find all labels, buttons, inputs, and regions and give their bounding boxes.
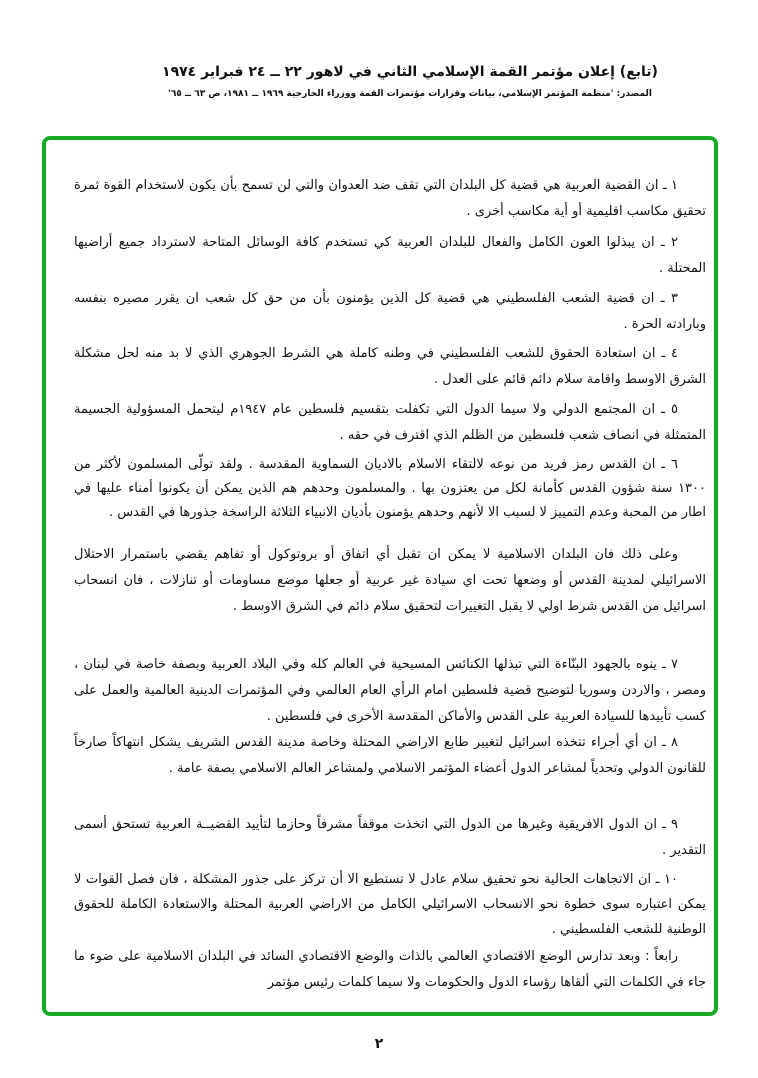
paragraph-7: ٧ ـ ينوه بالجهود البنّاءة التي تبذلها الكنائس المسيحية في العالم كله وفي البلاد العربية وبصفة خاصة في لبنان ، ومصر ، والاردن وسوريا لتوضيح قضية فلسطين امام الرأي العام العالمي وفي المؤتمرات الدينية العالمية والعمل على كسب تأييدها للسيادة العربية على القدس والأماكن المقدسة الأخرى في فلسطين . [74, 657, 706, 724]
document-title: (تابع) إعلان مؤتمر القمة الإسلامي الثاني في لاهور ٢٢ ــ ٢٤ فبراير ١٩٧٤ [162, 64, 658, 80]
paragraph-fourth: رابعاً : وبعد تدارس الوضع الاقتصادي العالمي بالذات والوضع الاقتصادي السائد في البلدان الاسلامية على ضوء ما جاء في الكلمات التي ألقاها رؤساء الدول والحكومات ولا سيما كلمات رئيس مؤتمر [74, 949, 706, 990]
paragraph-3: ٣ ـ ان قضية الشعب الفلسطيني هي قضية كل الذين يؤمنون بأن من حق كل شعب ان يقرر مصيره بنفسه وبارادته الحرة . [74, 291, 706, 332]
paragraph-4: ٤ ـ ان استعادة الحقوق للشعب الفلسطيني في وطنه كاملة هي الشرط الجوهري الذي لا بد منه لحل مشكلة الشرق الاوسط واقامة سلام دائم قائم على العدل . [74, 346, 706, 387]
paragraph-5: ٥ ـ ان المجتمع الدولي ولا سيما الدول التي تكفلت بتقسيم فلسطين عام ١٩٤٧م ليتحمل المسؤولية الجسيمة المتمثلة في انصاف شعب فلسطين من الظلم الذي اقترف في حقه . [74, 402, 706, 443]
paragraph-9: ٩ ـ ان الدول الافريقية وغيرها من الدول التي اتخذت موقفاً مشرفاً وحازما لتأييد القضيــة العربية تستحق أسمى التقدير . [74, 817, 706, 858]
page-number: ٢ [374, 1036, 384, 1052]
paragraph-6-continued: وعلى ذلك فان البلدان الاسلامية لا يمكن ان تقبل أي اتفاق أو بروتوكول أو تفاهم يقضي باستمرار الاحتلال الاسرائيلي لمدينة القدس أو وضعها تحت اي سيادة غير عربية أو جعلها موضع مساومات أو تنازلات ، فان انسحاب اسرائيل من القدس شرط اولي لا يقبل التغييرات لتحقيق سلام دائم في الشرق الاوسط . [74, 547, 706, 614]
paragraph-6: ٦ ـ ان القدس رمز فريد من نوعه لالتقاء الاسلام بالاديان السماوية المقدسة . ولقد تولّى المسلمون لأكثر من ١٣٠٠ سنة شؤون القدس كأمانة لكل من يعتزون بها . والمسلمون وحدهم هم الذين يمكن أن يكونوا أمناء عليها في اطار من المحبة وعدم التمييز لا لسبب الا لأنهم وحدهم يؤمنون بأديان الانبياء الثلاثة الراسخة جذورها في القدس . [74, 457, 706, 520]
paragraph-10: ١٠ ـ ان الاتجاهات الحالية نحو تحقيق سلام عادل لا تستطيع الا أن تركز على جذور المشكلة ، فان فصل القوات لا يمكن اعتباره سوى خطوة نحو الانسحاب الاسرائيلي الكامل من الاراضي العربية المحتلة والاستعادة الكاملة للحقوق الوطنية للشعب الفلسطيني . [74, 872, 706, 937]
paragraph-1: ١ ـ ان القضية العربية هي قضية كل البلدان التي تقف ضد العدوان والتي لن تسمح بأن يكون لاستخدام القوة ثمرة تحقيق مكاسب اقليمية أو أية مكاسب أخرى . [74, 178, 706, 219]
paragraph-8: ٨ ـ ان أي أجراء تتخذه اسرائيل لتغيير طابع الاراضي المحتلة وخاصة مدينة القدس الشريف يشكل انتهاكاً صارخاً للقانون الدولي وتحدياً لمشاعر الدول أعضاء المؤتمر الاسلامي ولمشاعر العالم الاسلامي بصفة عامة . [74, 735, 706, 776]
source-citation: المصدر: 'منظمة المؤتمر الإسلامي، بيانات وقرارات مؤتمرات القمة ووزراء الخارجية ١٩٦٩ ــ ١٩٨١، ص ٦٣ ــ ٦٥' [168, 89, 652, 99]
paragraph-2: ٢ ـ ان يبذلوا العون الكامل والفعال للبلدان العربية كي تستخدم كافة الوسائل المتاحة لاسترداد جميع أراضيها المحتلة . [74, 235, 706, 276]
